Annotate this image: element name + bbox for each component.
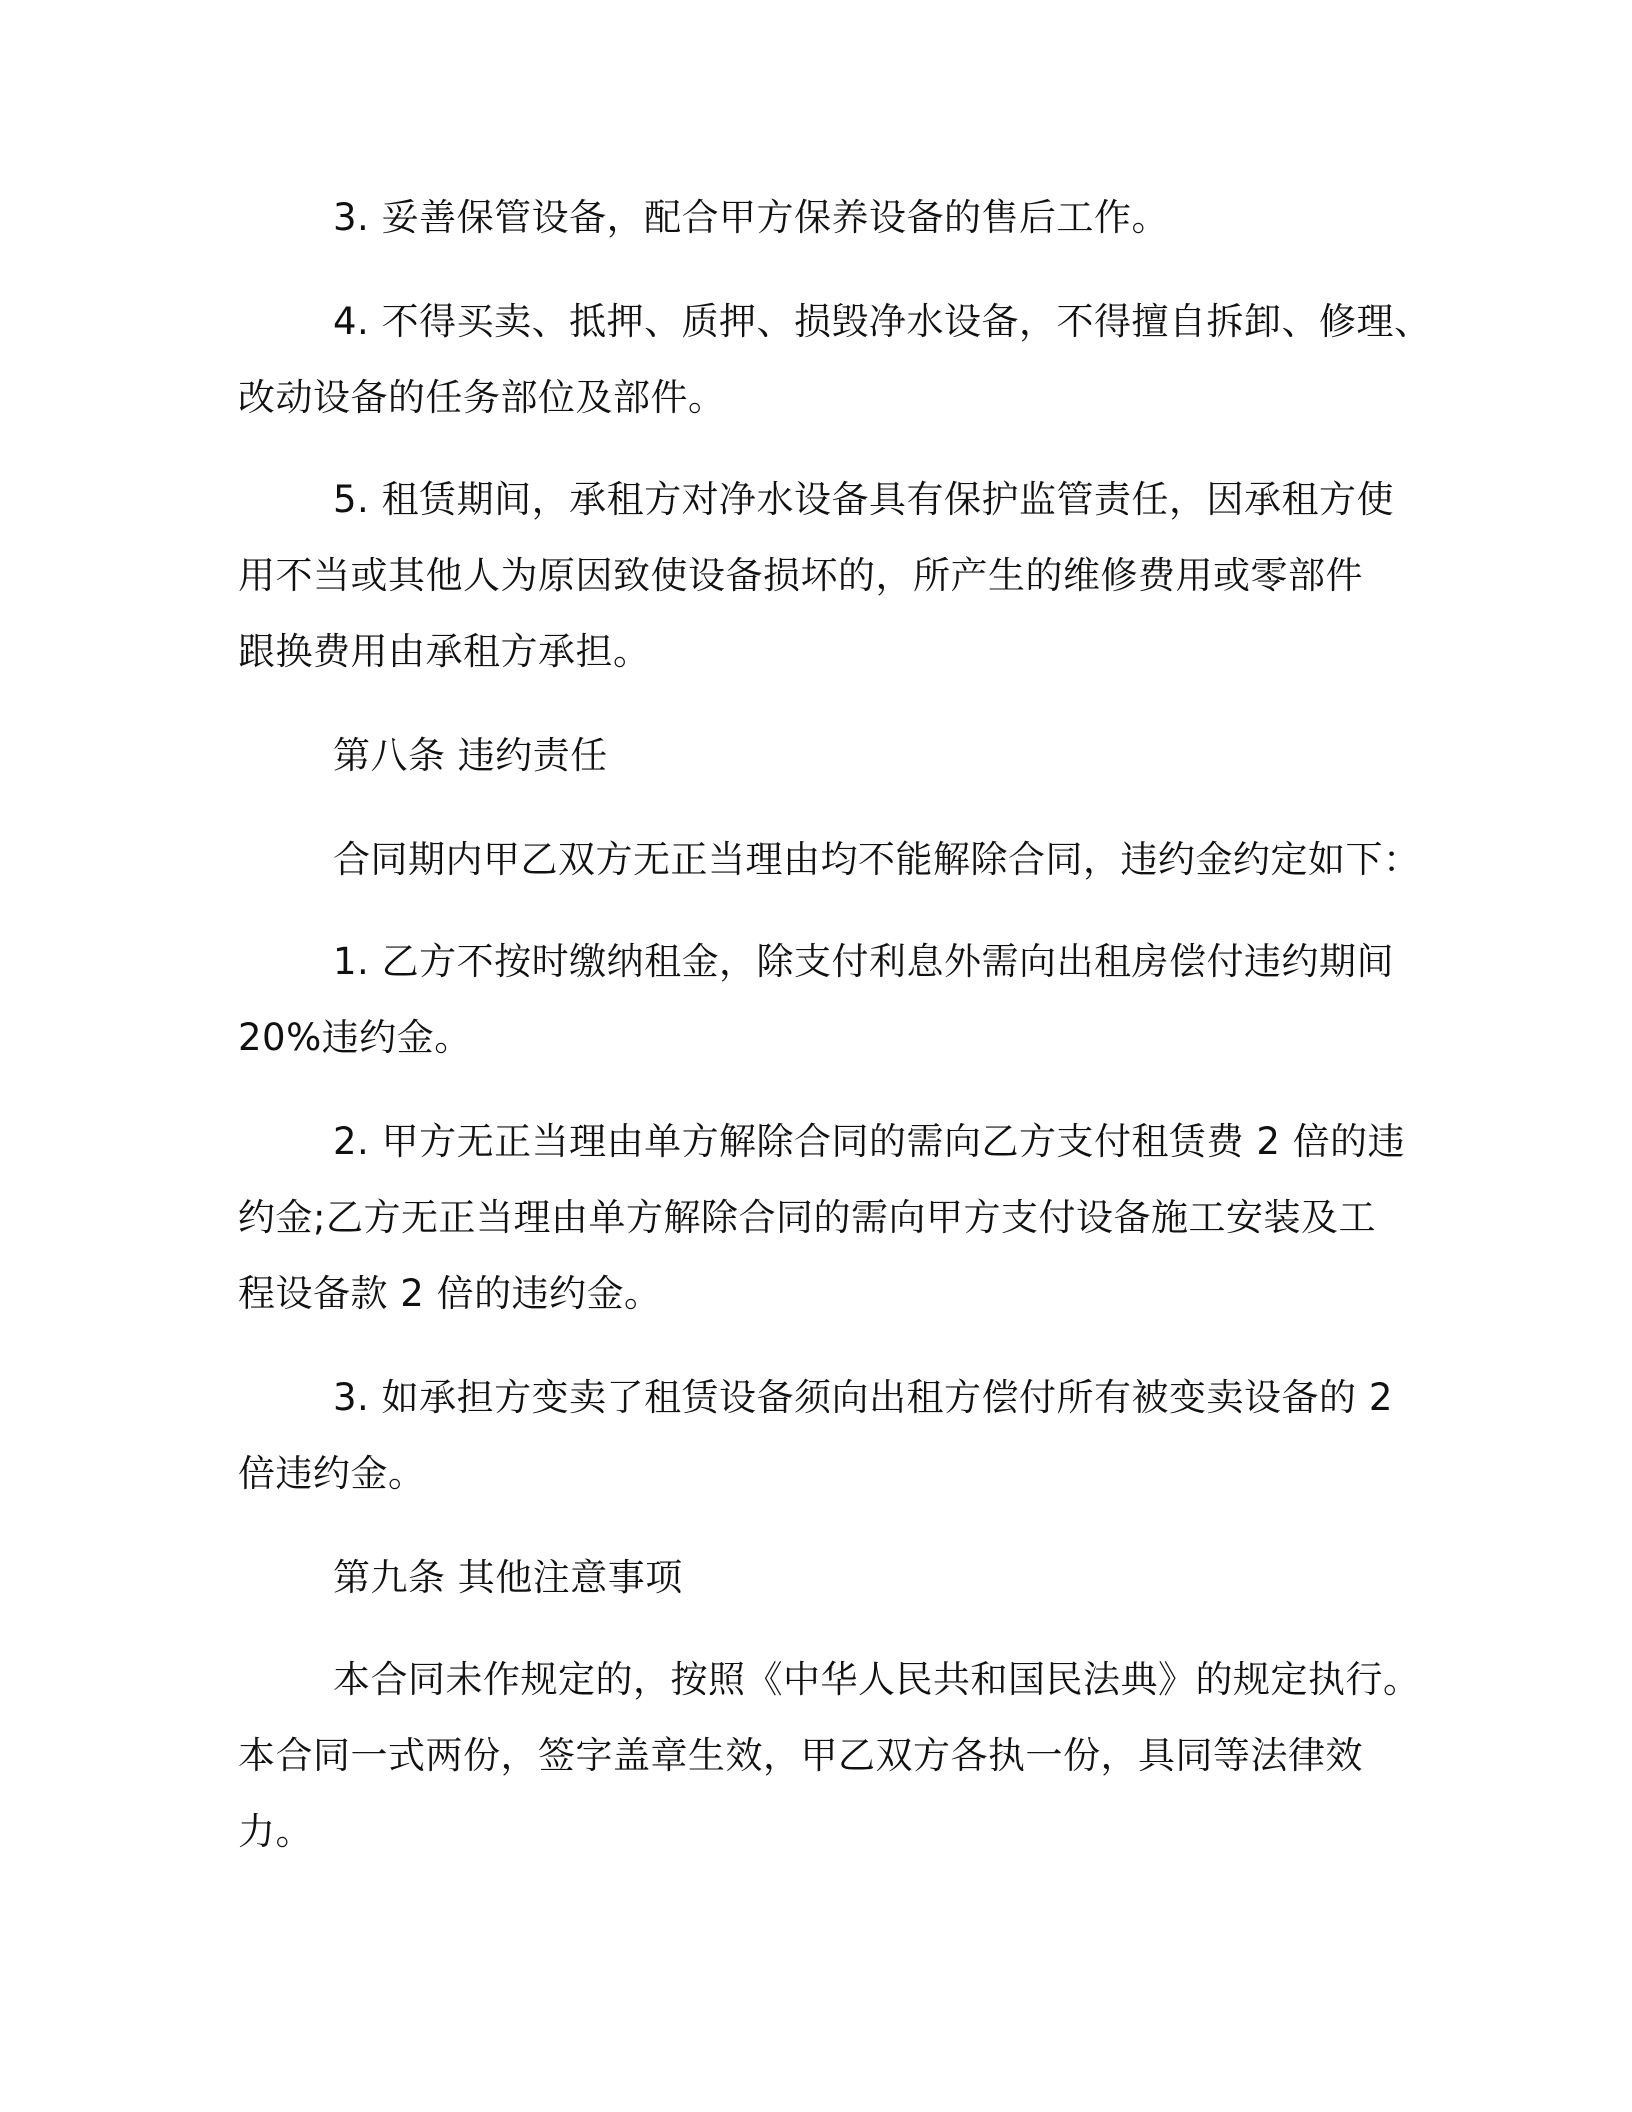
paragraph-line: 程设备款 2 倍的违约金。 (238, 1272, 662, 1315)
paragraph-line: 力。 (238, 1810, 313, 1853)
paragraph-line: 合同期内甲乙双方无正当理由均不能解除合同，违约金约定如下： (333, 838, 1421, 881)
paragraph-line: 本合同未作规定的，按照《中华人民共和国民法典》的规定执行。 (333, 1658, 1421, 1701)
paragraph-line: 4. 不得买卖、抵押、质押、损毁净水设备，不得擅自拆卸、修理、 (333, 300, 1432, 343)
paragraph-line: 本合同一式两份，签字盖章生效，甲乙双方各执一份，具同等法律效 (238, 1734, 1363, 1777)
section-heading: 第九条 其他注意事项 (333, 1556, 683, 1599)
paragraph-line: 1. 乙方不按时缴纳租金，除支付利息外需向出租房偿付违约期间 (333, 940, 1395, 983)
paragraph-line: 20%违约金。 (238, 1016, 472, 1059)
paragraph-line: 约金;乙方无正当理由单方解除合同的需向甲方支付设备施工安装及工 (238, 1196, 1376, 1239)
paragraph-line: 3. 妥善保管设备，配合甲方保养设备的售后工作。 (333, 196, 1170, 239)
paragraph-line: 2. 甲方无正当理由单方解除合同的需向乙方支付租赁费 2 倍的违 (333, 1120, 1406, 1163)
paragraph-line: 改动设备的任务部位及部件。 (238, 376, 726, 419)
paragraph-line: 用不当或其他人为原因致使设备损坏的，所产生的维修费用或零部件 (238, 554, 1363, 597)
paragraph-line: 3. 如承担方变卖了租赁设备须向出租方偿付所有被变卖设备的 2 (333, 1376, 1393, 1419)
paragraph-line: 倍违约金。 (238, 1452, 426, 1495)
paragraph-line: 跟换费用由承租方承担。 (238, 630, 651, 673)
paragraph-line: 5. 租赁期间，承租方对净水设备具有保护监管责任，因承租方使 (333, 478, 1395, 521)
section-heading: 第八条 违约责任 (333, 734, 608, 777)
